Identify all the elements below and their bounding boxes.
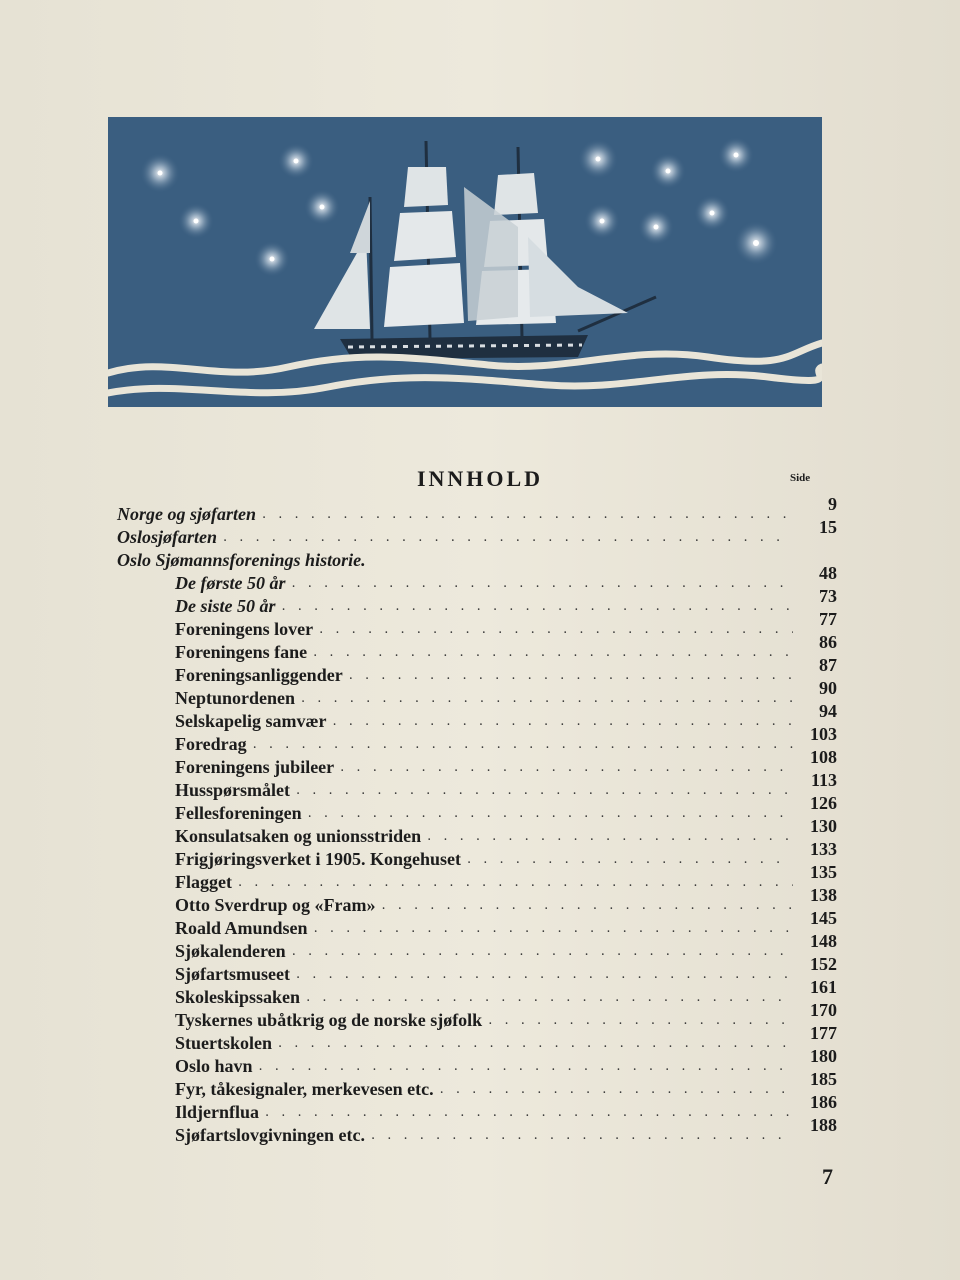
toc-entry-page: 94: [819, 701, 837, 721]
toc-entry-page: 152: [810, 954, 837, 974]
toc-entry: [117, 1069, 837, 1099]
toc-entry-title: Oslo havn: [175, 1056, 253, 1076]
toc-entry-title: Foreningens jubileer: [175, 757, 335, 777]
toc-entry-page: 185: [810, 1069, 837, 1089]
toc-entry: [117, 632, 837, 662]
toc-leader-dots: [296, 968, 793, 981]
toc-entry: [117, 1023, 837, 1053]
toc-entry-page: 126: [810, 793, 837, 813]
toc-entry: [117, 747, 837, 777]
toc-leader-dots: [440, 1083, 793, 1096]
ship-illustration: [108, 117, 822, 407]
toc-entry-title: Foredrag: [175, 734, 247, 754]
toc-entry: [117, 908, 837, 938]
toc-leader-dots: [296, 784, 793, 797]
toc-entry-title: De siste 50 år: [175, 596, 276, 616]
toc-leader-dots: [371, 1129, 793, 1142]
toc-leader-dots: [313, 646, 793, 659]
page-number: 7: [822, 1164, 833, 1189]
toc-entry-page: 177: [810, 1023, 837, 1043]
toc-entry: [117, 517, 837, 547]
toc-entry-page: 188: [810, 1115, 837, 1135]
toc-entry-title: Husspørsmålet: [175, 780, 291, 800]
toc-entry-page: 133: [810, 839, 837, 859]
toc-leader-dots: [223, 531, 793, 544]
toc-entry: [117, 885, 837, 915]
page-column-label: Side: [790, 472, 811, 484]
toc-entry-title: Norge og sjøfarten: [117, 504, 256, 524]
toc-entry-title: Flagget: [175, 872, 232, 892]
toc-leader-dots: [488, 1014, 793, 1027]
toc-leader-dots: [308, 807, 793, 820]
toc-leader-dots: [467, 853, 793, 866]
toc-entry-page: 86: [819, 632, 837, 652]
toc-entry: [117, 655, 837, 685]
toc-leader-dots: [333, 715, 793, 728]
toc-entry-page: 108: [810, 747, 837, 767]
toc-leader-dots: [278, 1037, 793, 1050]
toc-entry-page: 48: [819, 563, 837, 583]
toc-entry-title: Selskapelig samvær: [175, 711, 327, 731]
toc-leader-dots: [340, 761, 793, 774]
toc-entry-title: De første 50 år: [175, 573, 286, 593]
toc-entry-page: 113: [810, 770, 837, 790]
toc-entry-page: 161: [810, 977, 837, 997]
toc-entry: [117, 586, 837, 616]
toc-leader-dots: [282, 600, 794, 613]
toc-leader-dots: [253, 738, 793, 751]
toc-entry-title: Frigjøringsverket i 1905. Kongehuset: [175, 849, 461, 869]
toc-entry-title: Konsulatsaken og unionsstriden: [175, 826, 422, 846]
toc-entry-title: Stuertskolen: [175, 1033, 273, 1053]
toc-leader-dots: [262, 508, 793, 521]
toc-entry: [117, 1000, 837, 1030]
toc-entry-title: Sjøfartslovgivningen etc.: [175, 1125, 365, 1145]
toc-entry: [117, 977, 837, 1007]
toc-entry: [117, 1092, 837, 1122]
toc-entry: [117, 954, 837, 984]
toc-entry-title: Otto Sverdrup og «Fram»: [175, 895, 376, 915]
toc-leader-dots: [238, 876, 793, 889]
toc-entry-title: Skoleskipssaken: [175, 987, 301, 1007]
toc-entry: [117, 770, 837, 800]
table-of-contents: [117, 494, 837, 1145]
toc-leader-dots: [292, 945, 793, 958]
toc-entry: [117, 609, 837, 639]
toc-entry-page: 186: [810, 1092, 837, 1112]
toc-entry-title: Fellesforeningen: [175, 803, 302, 823]
toc-entry: [117, 1046, 837, 1076]
toc-entry-page: 145: [810, 908, 837, 928]
toc-title: INNHOLD: [416, 466, 544, 491]
toc-leader-dots: [349, 669, 793, 682]
toc-leader-dots: [301, 692, 793, 705]
toc-entry: [117, 494, 837, 524]
toc-leader-dots: [319, 623, 793, 636]
toc-entry: [117, 862, 837, 892]
toc-leader-dots: [381, 899, 793, 912]
toc-entry-title: Foreningsanliggender: [175, 665, 343, 685]
toc-entry-title: Sjøfartsmuseet: [175, 964, 290, 984]
toc-entry-title: Ildjernflua: [175, 1102, 260, 1122]
toc-entry: [117, 563, 837, 593]
toc-entry-title: Foreningens lover: [175, 619, 314, 639]
toc-leader-dots: [427, 830, 793, 843]
toc-entry: [117, 931, 837, 961]
toc-entry-title: Fyr, tåkesignaler, merkevesen etc.: [175, 1079, 434, 1099]
toc-entry: [117, 701, 837, 731]
toc-entry: [117, 1115, 837, 1145]
toc-leader-dots: [306, 991, 793, 1004]
toc-entry-page: 135: [810, 862, 837, 882]
toc-entry-page: 170: [810, 1000, 837, 1020]
toc-entry-title: Neptunordenen: [175, 688, 296, 708]
toc-leader-dots: [292, 577, 794, 590]
toc-entry-page: 87: [819, 655, 837, 675]
toc-entry-page: 130: [810, 816, 837, 836]
toc-entry-page: 9: [828, 494, 837, 514]
toc-entry-page: 77: [819, 609, 837, 629]
toc-entry-title: Roald Amundsen: [175, 918, 308, 938]
toc-entry-title: Oslo Sjømannsforenings historie.: [117, 550, 366, 570]
toc-entry: [117, 816, 837, 846]
toc-leader-dots: [314, 922, 793, 935]
toc-entry: [117, 546, 837, 569]
toc-entry: [117, 678, 837, 708]
toc-entry-page: 90: [819, 678, 837, 698]
toc-leader-dots: [259, 1060, 793, 1073]
toc-entry-title: Oslosjøfarten: [117, 527, 218, 547]
toc-entry-page: 103: [810, 724, 837, 744]
toc-entry-page: 138: [810, 885, 837, 905]
toc-entry-page: 73: [819, 586, 837, 606]
toc-entry: [117, 793, 837, 823]
toc-entry: [117, 839, 837, 869]
toc-entry-page: 148: [810, 931, 837, 951]
toc-entry: [117, 724, 837, 754]
toc-entry-title: Foreningens fane: [175, 642, 308, 662]
toc-entry-page: 15: [819, 517, 837, 537]
toc-entry-title: Sjøkalenderen: [175, 941, 286, 961]
toc-entry-page: 180: [810, 1046, 837, 1066]
toc-leader-dots: [265, 1106, 793, 1119]
toc-entry-title: Tyskernes ubåtkrig og de norske sjøfolk: [175, 1010, 483, 1030]
